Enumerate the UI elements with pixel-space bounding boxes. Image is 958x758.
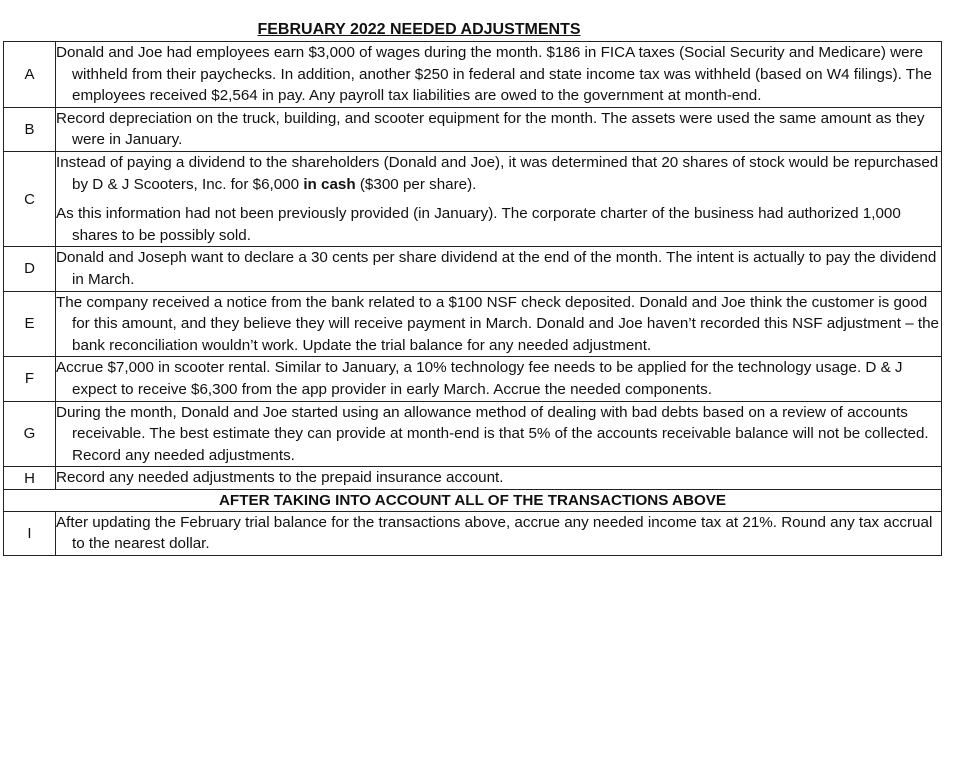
text-segment: ($300 per share).: [355, 175, 477, 193]
row-letter: E: [4, 291, 56, 357]
section-header-row: [4, 489, 942, 511]
table-row: [4, 107, 942, 151]
description-text: Accrue $7,000 in scooter rental. Similar to January, a 10% technology fee needs to be applied for the technology usage. D & J expect to receive $6,300 from the app provider in early March. Accrue the needed components.: [56, 359, 903, 398]
description-text: During the month, Donald and Joe started using an allowance method of dealing with bad debts based on a review of accounts receivable. The best estimate they can provide at month-end is that 5% of the accounts receivable balance will not be collected. Record any needed adjustments.: [56, 403, 929, 464]
row-description: [56, 247, 942, 291]
row-description: [56, 42, 942, 108]
row-letter: B: [4, 107, 56, 151]
row-description: [56, 107, 942, 151]
table-row: [4, 401, 942, 467]
section-header: AFTER TAKING INTO ACCOUNT ALL OF THE TRANSACTIONS ABOVE: [4, 489, 942, 511]
table-row: [4, 42, 942, 108]
description-text: Donald and Joe had employees earn $3,000 of wages during the month. $186 in FICA taxes (Social Security and Medicare) were withheld from their paychecks. In addition, another $250 in federal and state income tax was withheld (based on W4 filings). The employees received $2,564 in pay. Any payroll tax liabilities are owed to the government at month-end.: [56, 44, 932, 105]
row-description: [56, 467, 942, 490]
text-segment: Instead of paying a dividend to the shareholders (Donald and Joe), it was determined that 20 shares of stock would be repurchased by D & J Scooters, Inc. for $6,000: [56, 153, 939, 193]
row-description: [56, 401, 942, 467]
row-letter: D: [4, 247, 56, 291]
description-text: Record any needed adjustments to the prepaid insurance account.: [56, 469, 504, 487]
description-text: The company received a notice from the bank related to a $100 NSF check deposited. Donald and Joe think the customer is good for this amount, and they believe they will receive payment in March. Donald and Joe haven’t recorded this NSF adjustment – the bank reconciliation wouldn’t work. Update the trial balance for any needed adjustment.: [56, 293, 939, 354]
table-row: [4, 247, 942, 291]
table-row: [4, 151, 942, 246]
description-text: Record depreciation on the truck, building, and scooter equipment for the month. The assets were used the same amount as they were in January.: [56, 109, 925, 149]
table-row: [4, 357, 942, 401]
row-letter: G: [4, 401, 56, 467]
row-letter: H: [4, 467, 56, 490]
description-text: After updating the February trial balance for the transactions above, accrue any needed income tax at 21%. Round any tax accrual to the nearest dollar.: [56, 513, 933, 553]
description-text: [56, 152, 941, 195]
row-letter: I: [4, 511, 56, 555]
row-letter: F: [4, 357, 56, 401]
row-description: [56, 357, 942, 401]
row-description: [56, 291, 942, 357]
table-row: [4, 511, 942, 555]
row-letter: A: [4, 42, 56, 108]
table-row: [4, 291, 942, 357]
row-letter: C: [4, 151, 56, 246]
description-text: As this information had not been previously provided (in January). The corporate charter of the business had authorized 1,000 shares to be possibly sold.: [56, 205, 901, 244]
bold-text: in cash: [303, 175, 356, 193]
row-description: [56, 151, 942, 246]
page-title: FEBRUARY 2022 NEEDED ADJUSTMENTS: [257, 21, 581, 38]
adjustments-table: [3, 41, 942, 556]
table-row: [4, 467, 942, 490]
description-text: Donald and Joseph want to declare a 30 cents per share dividend at the end of the month. The intent is actually to pay the dividend in March.: [56, 249, 937, 288]
row-description: [56, 511, 942, 555]
